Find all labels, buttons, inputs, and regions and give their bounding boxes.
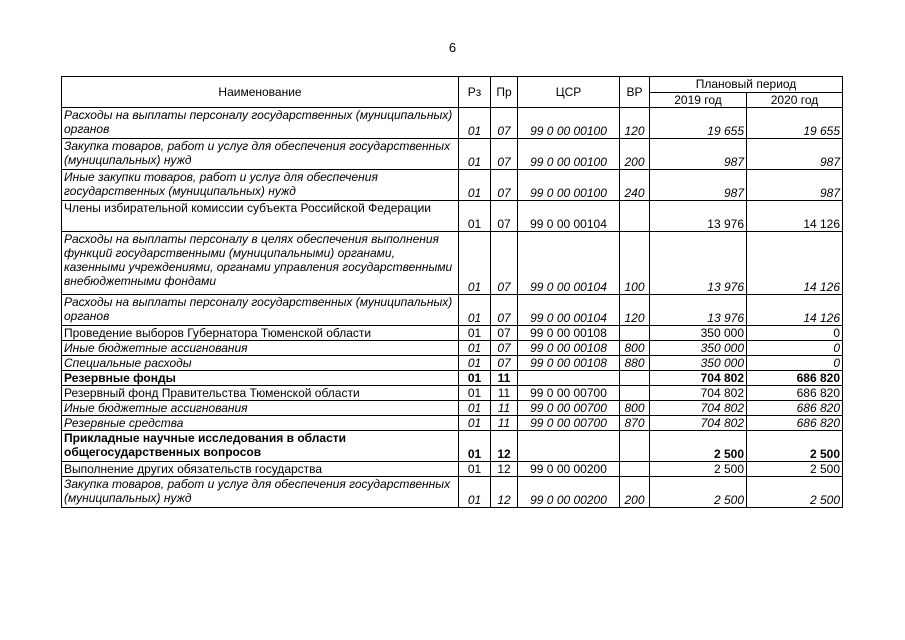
cell-vr: 120 xyxy=(620,108,650,139)
table-row xyxy=(62,170,843,201)
header-name: Наименование xyxy=(62,77,459,108)
cell-rz: 01 xyxy=(459,386,491,401)
header-year-2019: 2019 год xyxy=(650,92,747,108)
table-row xyxy=(62,416,843,431)
cell-name: Расходы на выплаты персоналу государственных (муниципальных) органов xyxy=(62,108,459,139)
cell-pr: 07 xyxy=(491,108,518,139)
budget-table xyxy=(61,76,843,508)
header-year-2020: 2020 год xyxy=(747,92,843,108)
cell-vr xyxy=(620,326,650,341)
cell-name: Иные закупки товаров, работ и услуг для обеспечения государственных (муниципальных) нужд xyxy=(62,170,459,201)
cell-pr: 07 xyxy=(491,341,518,356)
header-planned-period: Плановый период xyxy=(650,77,843,93)
cell-2020: 0 xyxy=(747,341,843,356)
cell-csr: 99 0 00 00200 xyxy=(518,477,620,508)
cell-rz: 01 xyxy=(459,232,491,295)
cell-rz: 01 xyxy=(459,108,491,139)
table-body xyxy=(62,108,843,508)
cell-vr xyxy=(620,431,650,462)
cell-2020: 2 500 xyxy=(747,477,843,508)
table-row xyxy=(62,371,843,386)
cell-vr xyxy=(620,371,650,386)
cell-2019: 350 000 xyxy=(650,326,747,341)
cell-rz: 01 xyxy=(459,326,491,341)
cell-csr: 99 0 00 00700 xyxy=(518,416,620,431)
cell-pr: 07 xyxy=(491,232,518,295)
cell-rz: 01 xyxy=(459,170,491,201)
cell-vr: 240 xyxy=(620,170,650,201)
cell-csr: 99 0 00 00700 xyxy=(518,401,620,416)
cell-name: Члены избирательной комиссии субъекта Российской Федерации xyxy=(62,201,459,232)
table-row xyxy=(62,356,843,371)
cell-rz: 01 xyxy=(459,416,491,431)
cell-rz: 01 xyxy=(459,139,491,170)
table-row xyxy=(62,386,843,401)
cell-csr: 99 0 00 00108 xyxy=(518,341,620,356)
table-row xyxy=(62,139,843,170)
cell-pr: 11 xyxy=(491,416,518,431)
table-row xyxy=(62,401,843,416)
cell-vr xyxy=(620,201,650,232)
cell-name: Иные бюджетные ассигнования xyxy=(62,401,459,416)
cell-vr: 870 xyxy=(620,416,650,431)
table-row xyxy=(62,341,843,356)
cell-2020: 2 500 xyxy=(747,431,843,462)
header-pr: Пр xyxy=(491,77,518,108)
cell-rz: 01 xyxy=(459,477,491,508)
cell-pr: 07 xyxy=(491,295,518,326)
cell-2019: 13 976 xyxy=(650,295,747,326)
cell-2020: 987 xyxy=(747,139,843,170)
cell-rz: 01 xyxy=(459,201,491,232)
cell-name: Закупка товаров, работ и услуг для обеспечения государственных (муниципальных) нужд xyxy=(62,139,459,170)
cell-2019: 704 802 xyxy=(650,371,747,386)
cell-2020: 14 126 xyxy=(747,201,843,232)
cell-name: Проведение выборов Губернатора Тюменской области xyxy=(62,326,459,341)
cell-name: Резервные фонды xyxy=(62,371,459,386)
cell-rz: 01 xyxy=(459,371,491,386)
header-rz: Рз xyxy=(459,77,491,108)
cell-name: Выполнение других обязательств государства xyxy=(62,462,459,477)
cell-name: Резервный фонд Правительства Тюменской области xyxy=(62,386,459,401)
cell-csr: 99 0 00 00100 xyxy=(518,170,620,201)
cell-2019: 987 xyxy=(650,139,747,170)
cell-csr: 99 0 00 00108 xyxy=(518,326,620,341)
cell-csr: 99 0 00 00104 xyxy=(518,201,620,232)
cell-vr: 120 xyxy=(620,295,650,326)
cell-pr: 07 xyxy=(491,139,518,170)
cell-2020: 686 820 xyxy=(747,416,843,431)
page-number: 6 xyxy=(448,40,457,55)
cell-pr: 11 xyxy=(491,386,518,401)
cell-csr: 99 0 00 00104 xyxy=(518,295,620,326)
cell-pr: 07 xyxy=(491,201,518,232)
cell-csr: 99 0 00 00100 xyxy=(518,108,620,139)
cell-2019: 2 500 xyxy=(650,431,747,462)
cell-2019: 13 976 xyxy=(650,201,747,232)
cell-pr: 11 xyxy=(491,371,518,386)
cell-pr: 07 xyxy=(491,356,518,371)
cell-csr: 99 0 00 00108 xyxy=(518,356,620,371)
cell-rz: 01 xyxy=(459,462,491,477)
cell-rz: 01 xyxy=(459,295,491,326)
table-row xyxy=(62,326,843,341)
cell-2019: 350 000 xyxy=(650,341,747,356)
table-row xyxy=(62,477,843,508)
cell-2019: 2 500 xyxy=(650,477,747,508)
cell-vr: 200 xyxy=(620,139,650,170)
cell-csr: 99 0 00 00700 xyxy=(518,386,620,401)
cell-pr: 07 xyxy=(491,170,518,201)
cell-2020: 2 500 xyxy=(747,462,843,477)
cell-2019: 19 655 xyxy=(650,108,747,139)
header-vr: ВР xyxy=(620,77,650,108)
cell-name: Специальные расходы xyxy=(62,356,459,371)
cell-2019: 704 802 xyxy=(650,401,747,416)
cell-name: Расходы на выплаты персоналу государственных (муниципальных) органов xyxy=(62,295,459,326)
table-row xyxy=(62,201,843,232)
cell-rz: 01 xyxy=(459,341,491,356)
cell-2020: 19 655 xyxy=(747,108,843,139)
cell-2019: 704 802 xyxy=(650,416,747,431)
table-row xyxy=(62,431,843,462)
cell-2020: 686 820 xyxy=(747,371,843,386)
cell-pr: 07 xyxy=(491,326,518,341)
cell-vr: 800 xyxy=(620,401,650,416)
cell-vr xyxy=(620,462,650,477)
cell-name: Расходы на выплаты персоналу в целях обеспечения выполнения функций государственными (муниципальными) органами, казенными учреждениями, органами управления государственными внебюджетными фондами xyxy=(62,232,459,295)
cell-2020: 14 126 xyxy=(747,295,843,326)
cell-rz: 01 xyxy=(459,356,491,371)
cell-vr: 880 xyxy=(620,356,650,371)
cell-name: Резервные средства xyxy=(62,416,459,431)
cell-pr: 11 xyxy=(491,401,518,416)
cell-vr: 200 xyxy=(620,477,650,508)
cell-vr: 100 xyxy=(620,232,650,295)
cell-csr: 99 0 00 00100 xyxy=(518,139,620,170)
cell-2020: 14 126 xyxy=(747,232,843,295)
cell-2019: 350 000 xyxy=(650,356,747,371)
cell-csr xyxy=(518,371,620,386)
cell-2020: 0 xyxy=(747,356,843,371)
cell-2019: 2 500 xyxy=(650,462,747,477)
cell-2020: 987 xyxy=(747,170,843,201)
cell-2019: 987 xyxy=(650,170,747,201)
cell-rz: 01 xyxy=(459,431,491,462)
cell-rz: 01 xyxy=(459,401,491,416)
table-row xyxy=(62,232,843,295)
cell-pr: 12 xyxy=(491,462,518,477)
cell-pr: 12 xyxy=(491,477,518,508)
cell-csr: 99 0 00 00104 xyxy=(518,232,620,295)
cell-2019: 13 976 xyxy=(650,232,747,295)
cell-name: Прикладные научные исследования в области общегосударственных вопросов xyxy=(62,431,459,462)
table-row xyxy=(62,295,843,326)
cell-name: Иные бюджетные ассигнования xyxy=(62,341,459,356)
cell-csr xyxy=(518,431,620,462)
header-csr: ЦСР xyxy=(518,77,620,108)
cell-pr: 12 xyxy=(491,431,518,462)
cell-csr: 99 0 00 00200 xyxy=(518,462,620,477)
table-row xyxy=(62,462,843,477)
cell-2020: 0 xyxy=(747,326,843,341)
cell-2019: 704 802 xyxy=(650,386,747,401)
table-row xyxy=(62,108,843,139)
cell-2020: 686 820 xyxy=(747,401,843,416)
cell-2020: 686 820 xyxy=(747,386,843,401)
cell-vr: 800 xyxy=(620,341,650,356)
cell-name: Закупка товаров, работ и услуг для обеспечения государственных (муниципальных) нужд xyxy=(62,477,459,508)
cell-vr xyxy=(620,386,650,401)
